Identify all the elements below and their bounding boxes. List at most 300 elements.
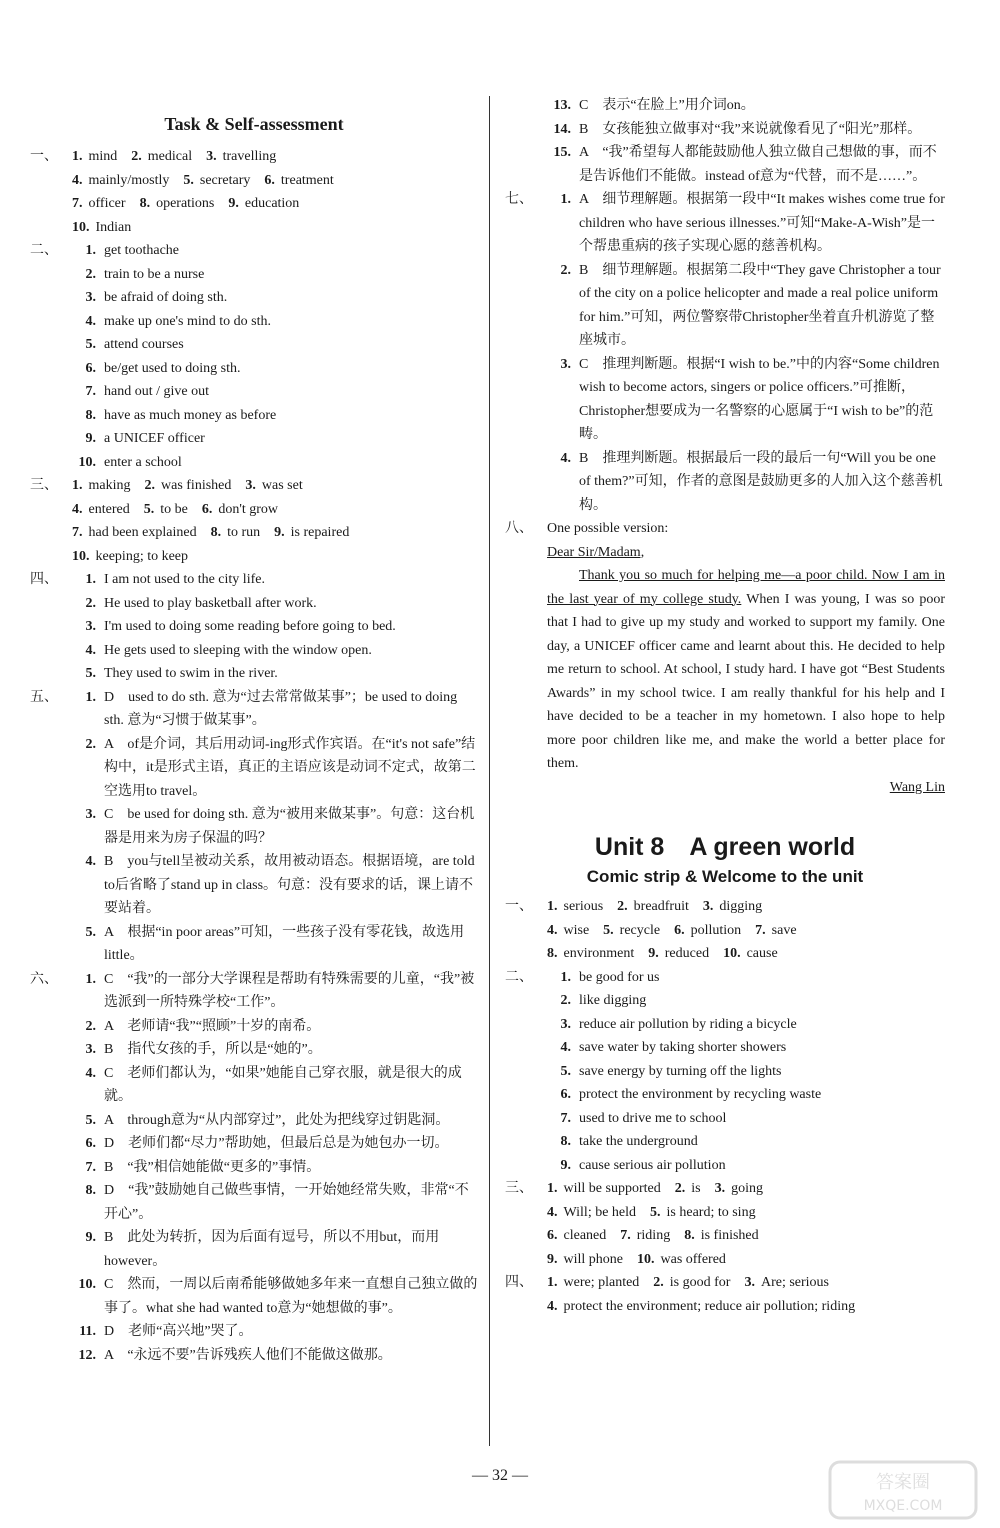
- part-label: [30, 263, 72, 287]
- item-number: 1.: [85, 689, 96, 705]
- answer-item: [211, 521, 261, 545]
- item-answer: I'm used to doing some reading before going to bed.: [104, 619, 396, 634]
- item-number: 8.: [560, 1134, 571, 1149]
- item-number: 4.: [85, 854, 96, 869]
- letter-salutation: Dear Sir/Madam,: [547, 544, 645, 560]
- answer-item: [30, 357, 478, 381]
- part-label: [30, 498, 72, 522]
- part-label: [30, 1179, 72, 1226]
- answer-item: [30, 239, 478, 263]
- item-answer: be good for us: [579, 969, 660, 985]
- answer-row-body: [547, 1271, 945, 1295]
- item-answer: B “我”相信她能做“更多的”事情。: [104, 1159, 321, 1175]
- answer-item: [72, 216, 131, 240]
- answer-row-body: [72, 192, 478, 216]
- answer-item: [30, 662, 478, 686]
- answer-item: [30, 639, 478, 663]
- answer-item: [723, 942, 778, 966]
- item-number: 10.: [637, 1251, 655, 1267]
- part-6-cloze-cont: [505, 94, 945, 188]
- answer-row: [30, 521, 478, 545]
- item-answer: education: [244, 196, 300, 211]
- item-number: 6.: [85, 1136, 96, 1151]
- answer-row: [30, 474, 478, 498]
- item-answer: will be supported: [563, 1181, 661, 1196]
- item-answer: recycle: [619, 922, 661, 938]
- item-answer: C be used for doing sth. 意为“被用来做某事”。句意：这台机器是用来为房子保温的吗？: [104, 807, 475, 846]
- part-label: [30, 1132, 72, 1156]
- item-answer: train to be a nurse: [104, 266, 205, 282]
- unit-part-3: [505, 1177, 945, 1271]
- item-answer: digging: [719, 899, 763, 914]
- answer-row: [505, 1271, 945, 1295]
- item-number: 9.: [274, 525, 285, 540]
- item-answer: treatment: [280, 172, 334, 188]
- item-number: 8.: [684, 1228, 695, 1243]
- item-answer: was finished: [161, 478, 232, 493]
- item-number: 2.: [560, 262, 571, 278]
- item-number: 1.: [547, 899, 558, 914]
- answer-row-body: [547, 1295, 945, 1319]
- item-answer: be afraid of doing sth.: [104, 290, 228, 305]
- item-number: 4.: [547, 1204, 558, 1220]
- item-answer: breadfruit: [633, 899, 689, 914]
- item-answer: a UNICEF officer: [104, 431, 205, 446]
- answer-item: [505, 1060, 945, 1084]
- answer-item: [274, 521, 349, 545]
- item-number: 13.: [553, 98, 571, 113]
- item-number: 4.: [72, 501, 83, 517]
- part-label: [30, 921, 72, 968]
- answer-row-body: [72, 498, 478, 522]
- part-label: [30, 803, 72, 850]
- answer-item: [30, 427, 478, 451]
- item-answer: will phone: [563, 1251, 623, 1267]
- item-answer: mainly/mostly: [88, 172, 170, 188]
- part-label: [505, 118, 547, 142]
- answer-item: [547, 1295, 855, 1319]
- item-number: 1.: [85, 243, 96, 258]
- answer-item: [547, 895, 603, 919]
- item-number: 2.: [85, 595, 96, 611]
- answer-item: [245, 474, 302, 498]
- answer-item: [72, 498, 130, 522]
- answer-item: [30, 1132, 478, 1156]
- item-answer: don't grow: [218, 501, 278, 517]
- part-6-cloze: [30, 968, 478, 1368]
- answer-item: [30, 1038, 478, 1062]
- item-number: 1.: [560, 192, 571, 207]
- item-answer: cause: [746, 946, 778, 961]
- part-label: [30, 286, 72, 310]
- part-label: [30, 404, 72, 428]
- item-number: 10.: [72, 548, 90, 564]
- answer-item: [72, 145, 117, 169]
- part-5-choice: [30, 686, 478, 968]
- item-answer: protect the environment by recycling waste: [579, 1087, 822, 1102]
- answer-row-body: [72, 474, 478, 498]
- item-answer: wise: [563, 922, 590, 938]
- letter-underlined: Thank you so much for helping me—a poor child. Now I am in the last year of my college study.: [547, 568, 945, 607]
- answer-item: [603, 919, 660, 943]
- part-3-fill: [30, 474, 478, 568]
- answer-row: [30, 145, 478, 169]
- part-label: [505, 1083, 547, 1107]
- part-label: 四、: [30, 572, 58, 587]
- item-answer: A 细节理解题。根据第一段中“It makes wishes come true for children who have serious illnesses.”可知“Make-A-Wish”是一个帮患重病的孩子实现心愿的慈善机构。: [579, 192, 945, 254]
- answer-item: [547, 1224, 606, 1248]
- answer-item: [30, 968, 478, 1015]
- item-number: 6.: [85, 360, 96, 376]
- answer-item: [30, 1015, 478, 1039]
- part-label: 二、: [505, 969, 533, 985]
- unit-part-2: [505, 966, 945, 1178]
- answer-row-body: [547, 1177, 945, 1201]
- answer-item: [30, 404, 478, 428]
- answer-row-body: [72, 216, 478, 240]
- item-answer: to run: [227, 525, 261, 540]
- answer-item: [505, 966, 945, 990]
- answer-item: [30, 686, 478, 733]
- part-label: [30, 1320, 72, 1344]
- answer-item: [72, 474, 131, 498]
- answer-item: [30, 803, 478, 850]
- item-number: 3.: [85, 619, 96, 634]
- part-label: [505, 1130, 547, 1154]
- part-label: [30, 1109, 72, 1133]
- item-answer: keeping; to keep: [95, 548, 189, 564]
- item-number: 4.: [85, 313, 96, 329]
- item-number: 3.: [744, 1275, 755, 1290]
- answer-row: [505, 919, 945, 943]
- item-answer: officer: [88, 196, 126, 211]
- answer-row-body: [72, 145, 478, 169]
- svg-text:MXQE.COM: MXQE.COM: [863, 1498, 943, 1514]
- item-answer: entered: [88, 501, 130, 517]
- answer-item: [505, 118, 945, 142]
- item-number: 9.: [648, 946, 659, 961]
- answer-item: [228, 192, 299, 216]
- item-number: 5.: [85, 1112, 96, 1128]
- item-number: 12.: [78, 1347, 96, 1363]
- part-label: [505, 1295, 547, 1319]
- item-answer: like digging: [579, 993, 647, 1008]
- item-answer: D 老师们都“尽力”帮助她，但最后总是为她包办一切。: [104, 1136, 449, 1151]
- part-label: [505, 259, 547, 353]
- answer-item: [206, 145, 276, 169]
- item-number: 3.: [85, 807, 96, 822]
- item-number: 5.: [603, 922, 614, 938]
- answer-item: [653, 1271, 730, 1295]
- answer-item: [30, 286, 478, 310]
- item-number: 10.: [723, 946, 741, 961]
- answer-item: [620, 1224, 670, 1248]
- part-label: [30, 451, 72, 475]
- item-answer: A through意为“从内部穿过”，此处为把线穿过钥匙洞。: [104, 1112, 450, 1128]
- item-answer: mind: [88, 149, 118, 164]
- item-number: 2.: [617, 899, 628, 914]
- item-number: 7.: [85, 384, 96, 399]
- answer-item: [674, 919, 741, 943]
- answer-item: [30, 592, 478, 616]
- answer-item: [505, 353, 945, 447]
- part-label: [505, 1201, 547, 1225]
- part-label: 三、: [505, 1181, 533, 1196]
- item-answer: They used to swim in the river.: [104, 666, 278, 681]
- answer-item: [505, 141, 945, 188]
- item-number: 15.: [553, 145, 571, 160]
- item-number: 6.: [674, 922, 685, 938]
- item-answer: travelling: [222, 149, 277, 164]
- part-label: [505, 919, 547, 943]
- item-answer: pollution: [690, 922, 742, 938]
- item-answer: is good for: [669, 1275, 731, 1290]
- item-number: 1.: [547, 1275, 558, 1290]
- item-answer: secretary: [199, 172, 251, 188]
- answer-item: [30, 263, 478, 287]
- item-answer: enter a school: [104, 454, 182, 470]
- part-label: [30, 545, 72, 569]
- item-number: 4.: [72, 172, 83, 188]
- answer-item: [30, 380, 478, 404]
- item-answer: medical: [147, 149, 193, 164]
- item-number: 1.: [560, 969, 571, 985]
- item-number: 5.: [85, 337, 96, 352]
- answer-row: [30, 169, 478, 193]
- item-number: 5.: [560, 1063, 571, 1079]
- item-answer: B 此处为转折，因为后面有逗号，所以不用but，而用however。: [104, 1230, 440, 1269]
- part-label: 一、: [505, 899, 533, 914]
- item-answer: A of是介词，其后用动词-ing形式作宾语。在“it's not safe”结构中，it是形式主语，真正的主语应该是动词不定式，故第二空选用to travel。: [104, 736, 476, 799]
- part-label: 三、: [30, 478, 58, 493]
- answer-item: [505, 259, 945, 353]
- unit-subtitle: Comic strip & Welcome to the unit: [586, 867, 864, 886]
- part-label: [30, 333, 72, 357]
- item-answer: was offered: [660, 1251, 726, 1267]
- unit-part-1: [505, 895, 945, 966]
- item-answer: to be: [160, 501, 188, 517]
- unit-part-4: [505, 1271, 945, 1318]
- item-answer: cause serious air pollution: [579, 1157, 726, 1173]
- answer-item: [30, 333, 478, 357]
- item-number: 9.: [560, 1157, 571, 1173]
- answer-item: [505, 1036, 945, 1060]
- item-answer: is repaired: [290, 525, 350, 540]
- item-answer: C “我”的一部分大学课程是帮助有特殊需要的儿童，“我”被选派到一所特殊学校“工作”。: [104, 971, 475, 1010]
- right-column: [505, 94, 945, 1318]
- answer-item: [72, 169, 169, 193]
- part-label: [505, 1060, 547, 1084]
- item-number: 7.: [72, 525, 83, 540]
- part-label: [505, 1224, 547, 1248]
- item-answer: A “我”希望每人都能鼓励他人独立做自己想做的事，而不是告诉他们不能做。instead of意为“代替，而不是……”。: [579, 145, 937, 184]
- item-number: 3.: [85, 290, 96, 305]
- item-number: 1.: [547, 1181, 558, 1196]
- answer-item: [144, 498, 188, 522]
- answer-item: [72, 521, 197, 545]
- item-answer: is: [691, 1181, 701, 1196]
- answer-item: [30, 733, 478, 804]
- answer-item: [703, 895, 762, 919]
- part-label: [30, 733, 72, 804]
- part-label: [30, 1226, 72, 1273]
- item-answer: A “永远不要”告诉残疾人他们不能做这做那。: [104, 1347, 392, 1363]
- item-answer: save water by taking shorter showers: [579, 1040, 787, 1055]
- answer-item: [30, 568, 478, 592]
- item-number: 3.: [245, 478, 256, 493]
- item-answer: going: [731, 1181, 763, 1196]
- answer-item: [505, 1083, 945, 1107]
- item-number: 3.: [206, 149, 217, 164]
- answer-item: [30, 1156, 478, 1180]
- item-number: 5.: [85, 924, 96, 940]
- answer-row: [505, 1224, 945, 1248]
- item-answer: take the underground: [579, 1134, 698, 1149]
- item-number: 3.: [702, 899, 714, 914]
- answer-row: [505, 1201, 945, 1225]
- item-number: 2.: [85, 736, 96, 752]
- item-number: 4.: [85, 642, 96, 658]
- answer-item: [547, 1201, 636, 1225]
- item-number: 4.: [547, 1298, 558, 1314]
- item-answer: get toothache: [104, 243, 180, 258]
- item-number: 11.: [79, 1324, 96, 1339]
- part-label: [30, 1062, 72, 1109]
- answer-item: [72, 192, 126, 216]
- answer-item: [617, 895, 689, 919]
- answer-item: [755, 919, 796, 943]
- item-number: 1.: [72, 149, 83, 164]
- part-label: [505, 1013, 547, 1037]
- answer-item: [30, 1344, 478, 1368]
- answer-item: [744, 1271, 829, 1295]
- item-answer: B 指代女孩的手，所以是“她的”。: [104, 1042, 322, 1057]
- answer-item: [30, 1320, 478, 1344]
- answer-item: [547, 1177, 661, 1201]
- column-divider: [489, 96, 490, 1446]
- answer-item: [505, 1013, 945, 1037]
- answer-row-body: [547, 942, 945, 966]
- item-number: 1.: [72, 478, 83, 493]
- item-answer: He gets used to sleeping with the window open.: [104, 642, 372, 658]
- answer-row-body: [72, 545, 478, 569]
- part-label: [30, 380, 72, 404]
- item-number: 2.: [144, 478, 155, 493]
- answer-row: [505, 1177, 945, 1201]
- item-answer: had been explained: [88, 525, 197, 540]
- item-answer: protect the environment; reduce air pollution; riding: [563, 1298, 856, 1314]
- letter-body: [547, 564, 945, 776]
- item-answer: have as much money as before: [104, 407, 277, 423]
- answer-item: [648, 942, 709, 966]
- part-label: [505, 353, 547, 447]
- answer-item: [145, 474, 232, 498]
- answer-item: [505, 1154, 945, 1178]
- answer-item: [30, 310, 478, 334]
- item-number: 3.: [85, 1042, 96, 1057]
- part-label: [30, 310, 72, 334]
- answer-item: [264, 169, 333, 193]
- item-number: 2.: [653, 1275, 664, 1290]
- answer-item: [505, 1107, 945, 1131]
- part-label: [30, 169, 72, 193]
- part-label: [30, 521, 72, 545]
- item-answer: A 根据“in poor areas”可知，一些孩子没有零花钱，故选用little。: [104, 924, 465, 963]
- part-label: [505, 1036, 547, 1060]
- item-number: 6.: [201, 501, 213, 517]
- item-number: 2.: [85, 266, 96, 282]
- answer-item: [140, 192, 215, 216]
- item-number: 6.: [560, 1087, 571, 1102]
- item-number: 8.: [210, 525, 222, 540]
- item-answer: cleaned: [563, 1228, 607, 1243]
- answer-item: [30, 921, 478, 968]
- answer-item: [715, 1177, 763, 1201]
- part-label: [505, 1154, 547, 1178]
- answer-item: [30, 1062, 478, 1109]
- item-answer: reduce air pollution by riding a bicycle: [579, 1016, 797, 1032]
- item-answer: making: [88, 478, 131, 493]
- item-number: 3.: [560, 1016, 571, 1032]
- answer-item: [505, 94, 945, 118]
- item-number: 1.: [85, 572, 96, 587]
- answer-item: [183, 169, 250, 193]
- svg-text:答案圈: 答案圈: [876, 1472, 930, 1493]
- page-number: — 32 —: [472, 1467, 528, 1484]
- part-4-translation: [30, 568, 478, 686]
- item-answer: is heard; to sing: [666, 1204, 756, 1220]
- item-answer: C 老师们都认为，“如果”她能自己穿衣服，就是很大的成就。: [104, 1065, 462, 1104]
- letter-text: When I was young, I was so poor that I had to give up my study and worked to support my family. One day, a UNICEF officer came and learnt about this. He decided to help me return to school. At school, I study hard. I have got “Best Students Awards” in my school twice. I am really thankful for his help and I have decided to be a teacher in my hometown. I also hope to help more poor children like me, and make the world a better place for them.: [547, 591, 945, 771]
- answer-row: [30, 192, 478, 216]
- item-number: 8.: [547, 946, 558, 961]
- item-answer: is finished: [700, 1228, 759, 1243]
- part-2-phrases: [30, 239, 478, 474]
- item-answer: save energy by turning off the lights: [579, 1063, 782, 1079]
- answer-item: [675, 1177, 701, 1201]
- part-8-writing: [505, 517, 945, 799]
- item-answer: Will; be held: [563, 1204, 637, 1220]
- answer-item: [30, 615, 478, 639]
- item-number: 7.: [620, 1228, 631, 1243]
- item-number: 7.: [560, 1110, 571, 1126]
- answer-item: [505, 989, 945, 1013]
- item-number: 6.: [547, 1228, 558, 1243]
- item-number: 7.: [72, 196, 83, 211]
- part-label: [30, 592, 72, 616]
- answer-item: [650, 1201, 756, 1225]
- item-number: 10.: [78, 1277, 96, 1292]
- watermark-logo: [828, 1460, 978, 1520]
- answer-row: [30, 545, 478, 569]
- item-answer: hand out / give out: [104, 384, 209, 399]
- item-answer: A 老师请“我”“照顾”十岁的南希。: [104, 1018, 321, 1034]
- part-label: [505, 1107, 547, 1131]
- answer-item: [547, 1271, 639, 1295]
- item-number: 6.: [264, 172, 275, 188]
- item-answer: He used to play basketball after work.: [104, 595, 317, 611]
- part-label: [30, 357, 72, 381]
- answer-item: [30, 1226, 478, 1273]
- item-number: 8.: [85, 1183, 96, 1198]
- part-label: 八、: [505, 521, 533, 536]
- item-answer: attend courses: [104, 337, 184, 352]
- answer-row: [505, 1295, 945, 1319]
- answer-row: [505, 942, 945, 966]
- item-number: 3.: [560, 356, 571, 372]
- answer-item: [547, 1248, 623, 1272]
- answer-row: [505, 895, 945, 919]
